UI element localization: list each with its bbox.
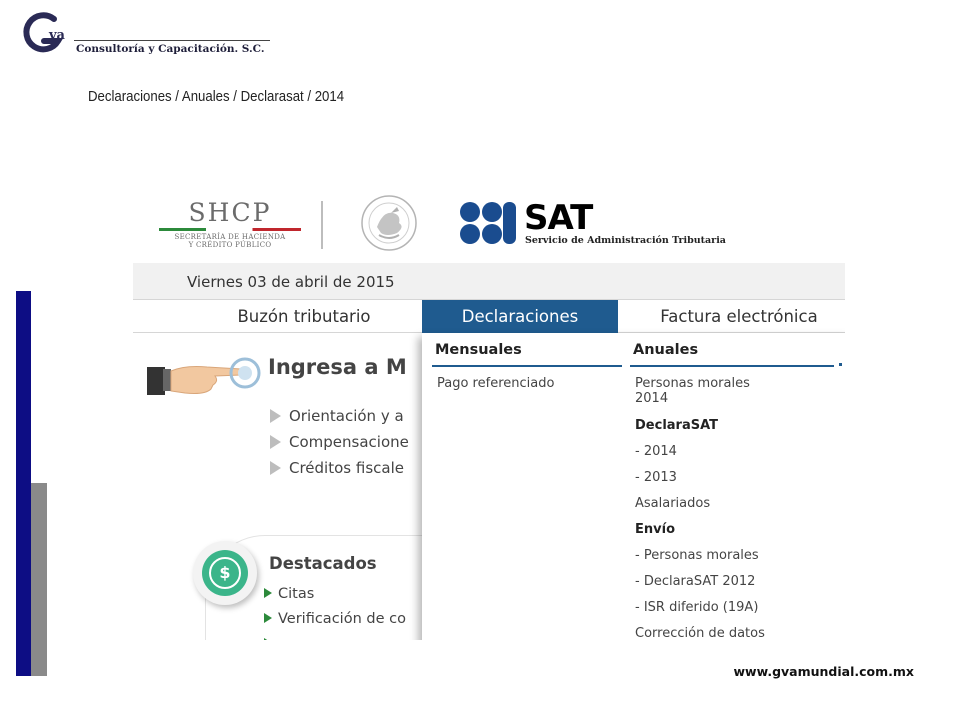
menu-item-personas-morales-2014[interactable]: Personas morales 2014 — [635, 376, 750, 406]
menu-item-envio-personas-morales[interactable]: - Personas morales — [635, 548, 759, 563]
shcp-flag-rule — [159, 228, 301, 231]
menu-item-envio-isr-diferido[interactable]: - ISR diferido (19A) — [635, 600, 759, 615]
current-date: Viernes 03 de abril de 2015 — [187, 273, 395, 291]
menu-item-envio-declarasat-2012[interactable]: - DeclaraSAT 2012 — [635, 574, 756, 589]
declarasat-heading: DeclaraSAT — [635, 418, 719, 433]
dollar-coin-icon: $ — [193, 541, 257, 605]
breadcrumb: Declaraciones / Anuales / Declarasat / 2014 — [88, 88, 345, 105]
list-item[interactable]: Créditos fiscale — [270, 456, 409, 482]
destacados-title: Destacados — [269, 554, 377, 573]
triangle-bullet-icon — [270, 435, 281, 449]
sat-subtitle: Servicio de Administración Tributaria — [525, 235, 726, 246]
envio-heading: Envío — [635, 522, 675, 537]
triangle-bullet-icon — [264, 638, 272, 640]
menu-item-correccion-de-datos[interactable]: Corrección de datos — [635, 626, 765, 640]
sat-title: SAT — [524, 198, 593, 238]
nav-factura-electronica[interactable]: Factura electrónica — [660, 307, 818, 326]
menu-item-declarasat-2013[interactable]: - 2013 — [635, 470, 677, 485]
menu-item-pago-referenciado[interactable]: Pago referenciado — [437, 376, 555, 391]
sat-portal-screenshot — [133, 185, 845, 640]
mexican-seal-icon — [347, 193, 431, 253]
sat-dots-icon — [459, 201, 517, 245]
triangle-bullet-icon — [264, 588, 272, 598]
svg-text:va: va — [49, 28, 65, 43]
menu-item-asalariados[interactable]: Asalariados — [635, 496, 711, 511]
destacados-list — [264, 583, 406, 640]
menu-item-declarasat-2014[interactable]: - 2014 — [635, 444, 677, 459]
footer-url[interactable]: www.gvamundial.com.mx — [733, 664, 914, 679]
triangle-bullet-icon — [270, 409, 281, 423]
ingresa-title: Ingresa a M — [268, 355, 407, 379]
shcp-logo — [155, 199, 305, 255]
logo-rule — [74, 40, 270, 41]
list-item[interactable]: Citas — [264, 583, 406, 608]
gva-logo-icon — [18, 10, 78, 56]
nav-buzon-tributario[interactable]: Buzón tributario — [237, 307, 371, 326]
orientation-list — [270, 404, 409, 482]
accent-bar-gray — [31, 483, 47, 676]
mensuales-header: Mensuales — [432, 341, 622, 367]
column-tick — [839, 363, 842, 366]
anuales-header: Anuales — [630, 341, 834, 367]
accent-bar-blue — [16, 291, 31, 676]
logo-divider — [321, 201, 323, 249]
shcp-subtitle-1: SECRETARÍA DE HACIENDA — [174, 233, 286, 241]
hand-pointer-icon — [145, 351, 263, 407]
list-item[interactable]: Orientación y a — [270, 404, 409, 430]
list-item[interactable]: Verificación de co — [264, 608, 406, 633]
logo-tagline: Consultoría y Capacitación. S.C. — [76, 43, 265, 55]
nav-declaraciones[interactable]: Declaraciones — [422, 300, 618, 333]
triangle-bullet-icon — [264, 613, 272, 623]
shcp-title: SHCP — [188, 198, 272, 227]
gva-logo — [18, 10, 265, 58]
list-item[interactable] — [264, 633, 406, 640]
declaraciones-dropdown — [422, 333, 845, 640]
triangle-bullet-icon — [270, 461, 281, 475]
list-item[interactable]: Compensacione — [270, 430, 409, 456]
shcp-subtitle-2: Y CRÉDITO PÚBLICO — [188, 241, 272, 249]
main-nav — [133, 299, 845, 333]
